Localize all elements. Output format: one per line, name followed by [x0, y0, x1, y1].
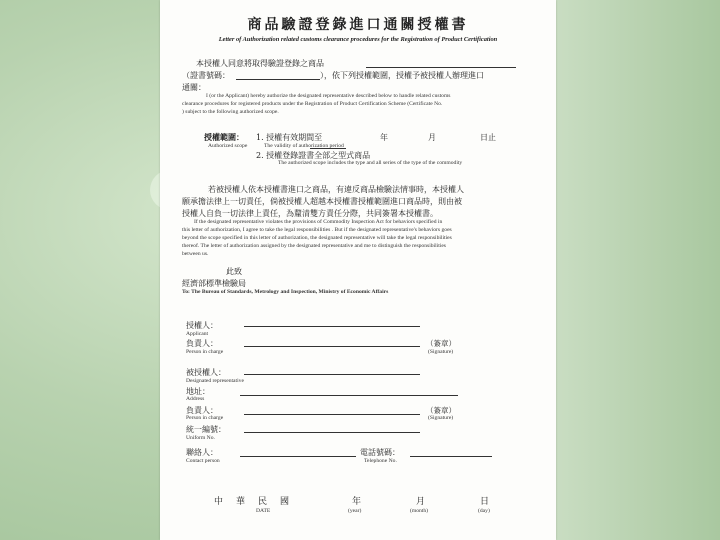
- person-in-charge2-field-line: [244, 414, 420, 415]
- date-month-en: (month): [410, 508, 429, 514]
- date-day-en: (day): [478, 508, 490, 514]
- uniform-number-label-en: Uniform No.: [186, 435, 215, 441]
- scope-item1-month: 月: [428, 133, 436, 142]
- intro-en-line1: I (or the Applicant) hereby authorize the designated representative described below to handle related customs: [206, 93, 451, 99]
- addressee-cn-line2: 經濟部標準檢驗局: [182, 279, 246, 288]
- liability-cn-line3: 授權人自負一切法律上責任，為釐清雙方責任分際，共同簽署本授權書。: [182, 209, 438, 218]
- authorization-letter-page: [160, 0, 556, 540]
- intro-cn-line3: 通關：: [182, 83, 206, 92]
- intro-cn-line2b: ），依下列授權範圍，授權予被授權人辦理進口: [320, 71, 484, 80]
- person-in-charge-label-en: Person in charge: [186, 349, 224, 355]
- document-subtitle: Letter of Authorization related customs clearance procedures for the Registration of Product Certification: [218, 36, 498, 43]
- address-field-line: [240, 395, 458, 396]
- liability-en-line3: beyond the scope specified in this letter of authorization, the designated representative will take the legal responsibilities: [182, 235, 452, 241]
- address-label-cn: 地址：: [186, 387, 210, 396]
- intro-en-line2: clearance procedures for registered products under the Registration of Product Certification Scheme (Certificate No.: [182, 101, 443, 107]
- contact-person-field-line: [240, 456, 356, 457]
- telephone-label-cn: 電話號碼：: [360, 448, 400, 457]
- signature2-label-en: (Signature): [428, 415, 454, 421]
- date-month-cn: 月: [416, 497, 428, 507]
- scope-item2-en: The authorized scope includes the type and all series of the type of the commodity: [278, 160, 463, 166]
- intro-en-line3: ) subject to the following authorized scope.: [182, 109, 279, 115]
- product-name-line: [366, 67, 516, 68]
- intro-cn-line2a: （證書號碼：: [182, 71, 230, 80]
- liability-en-line1: If the designated representative violates the provisions of Commodity Inspection Act for behaviors specified in: [194, 219, 443, 225]
- validity-line: [310, 148, 346, 149]
- scope-item1-cn: 1. 授權有效期間至: [256, 133, 323, 142]
- representative-label-en: Designated representative: [186, 378, 244, 384]
- telephone-label-en: Telephone No.: [364, 458, 397, 464]
- scope-item1-year: 年: [380, 133, 388, 142]
- addressee-en: To: The Bureau of Standards, Metrology and Inspection, Ministry of Economic Affairs: [182, 289, 389, 295]
- date-label-en: DATE: [256, 508, 271, 514]
- scope-item2-cn: 2. 授權登錄證書全部之型式商品: [256, 151, 371, 160]
- background-right-panel: [556, 0, 720, 540]
- representative-field-line: [244, 374, 420, 375]
- certificate-number-line: [236, 79, 320, 80]
- signature-label-cn: （簽章）: [426, 339, 456, 348]
- addressee-cn-line1: 此致: [226, 267, 242, 276]
- uniform-number-field-line: [244, 432, 420, 433]
- liability-cn-line1: 若被授權人依本授權書進口之商品，有違反商品檢驗法情事時，本授權人: [208, 185, 464, 194]
- person-in-charge-field-line: [244, 346, 420, 347]
- signature2-label-cn: （簽章）: [426, 406, 456, 415]
- document-title: 商品驗證登錄進口通關授權書: [247, 17, 469, 33]
- contact-person-label-en: Contact person: [186, 458, 220, 464]
- telephone-field-line: [410, 456, 492, 457]
- applicant-label-cn: 授權人：: [186, 321, 218, 330]
- date-nation-cn: 中 華 民 國: [214, 497, 292, 507]
- person-in-charge-label-cn: 負責人：: [186, 339, 218, 348]
- representative-label-cn: 被授權人：: [186, 368, 226, 377]
- date-year-cn: 年: [352, 497, 364, 507]
- liability-en-line5: between us.: [182, 251, 209, 257]
- scope-label-en: Authorized scope: [208, 143, 248, 149]
- liability-en-line2: this letter of authorization, I agree to take the legal responsibilities . But if the designated representative's behaviors goes: [182, 227, 452, 233]
- person-in-charge2-label-cn: 負責人：: [186, 406, 218, 415]
- scope-item1-day: 日止: [480, 133, 496, 142]
- person-in-charge2-label-en: Person in charge: [186, 415, 224, 421]
- liability-en-line4: thereof. The letter of authorization assigned by the designated representative and me to distinguish the responsibilities: [182, 243, 446, 249]
- applicant-field-line: [244, 326, 420, 327]
- signature-label-en: (Signature): [428, 349, 454, 355]
- address-label-en: Address: [186, 396, 205, 402]
- applicant-label-en: Applicant: [186, 331, 209, 337]
- date-day-cn: 日: [480, 497, 492, 507]
- scope-label-cn: 授權範圍：: [204, 132, 244, 142]
- scope-item1-en: The validity of authorization period: [264, 143, 344, 149]
- contact-person-label-cn: 聯絡人：: [186, 448, 218, 457]
- uniform-number-label-cn: 統一編號：: [186, 425, 226, 434]
- intro-cn-line1: 本授權人同意將取得驗證登錄之商品: [196, 59, 324, 68]
- liability-cn-line2: 願承擔法律上一切責任，倘被授權人超越本授權書授權範圍進口商品時，則由被: [182, 197, 462, 206]
- date-year-en: (year): [348, 508, 362, 514]
